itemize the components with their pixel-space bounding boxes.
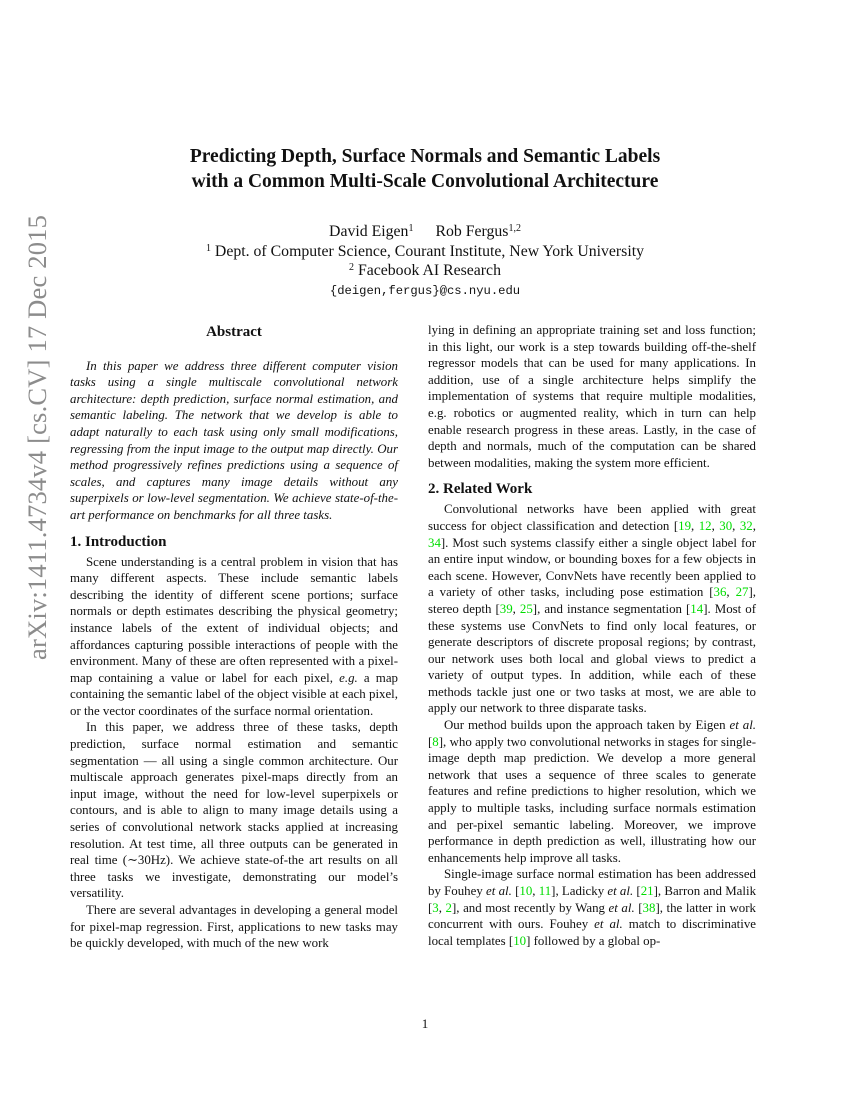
affiliation: $^2$ Facebook AI Research xyxy=(349,262,501,279)
citation-link[interactable]: 10 xyxy=(519,884,533,898)
citation-link[interactable]: 30 xyxy=(719,518,733,533)
left-column xyxy=(70,322,398,952)
related-paragraph: Our method builds upon the approach taken by Eigen et al. [8], who apply two convolutional networks in stages for single-image depth map prediction. We develop a more general network that uses a sequence of three scales to generate features and refine predictions to higher resolution, which we apply to multiple tasks, including surface normals estimation and per-pixel semantic labeling. Moreover, we improve performance in depth prediction as well, illustrating how our enhancements help improve all tasks. xyxy=(428,718,756,865)
author-affil-mark: 1 xyxy=(408,223,414,234)
intro-paragraph-continued: lying in defining an appropriate training set and loss function; in this light, our work is a step towards building off-the-shelf regressor models that can be used for many applications. In addition, use of a single architecture helps simplify the implementation of systems that require multiple modalities, e.g. robotics or augmented reality, which in turn can help enable research progress in these areas. Lastly, in the case of depth and normals, much of the computation can be shared between modalities, making the system more efficient. xyxy=(428,323,756,470)
citation-link[interactable]: 32 xyxy=(739,518,753,533)
citation-link[interactable]: 39 xyxy=(499,601,513,616)
citation-link[interactable]: 38 xyxy=(642,900,656,915)
affiliation: $^1$ Dept. of Computer Science, Courant Institute, New York University xyxy=(205,242,645,260)
citation-link[interactable]: 36 xyxy=(713,585,727,600)
intro-paragraph: In this paper, we address three of these tasks, depth prediction, surface normal estimation and semantic segmentation — all using a single common architecture. Our multiscale approach generates pixel-maps directly from an input image, without the need for low-level superpixels or contours, and is able to align to many image details using a series of convolutional network stacks applied at increasing resolution. At test time, all three outputs can be generated in real time (∼30Hz). We achieve state-of-the art results on all three tasks we investigate, demonstrating our model’s versatility. xyxy=(70,720,398,901)
author-email[interactable]: {deigen,fergus}@cs.nyu.edu xyxy=(329,283,521,298)
title-line-2: with a Common Multi-Scale Convolutional Architecture xyxy=(191,171,659,192)
arxiv-stamp: arXiv:1411.4734v4 [cs.CV] 17 Dec 2015 xyxy=(22,214,52,660)
citation-link[interactable]: 27 xyxy=(735,585,749,600)
citation-link[interactable]: 14 xyxy=(690,601,704,616)
citation-link[interactable]: 3 xyxy=(432,900,439,915)
abstract-text: In this paper we address three different computer vision tasks using a single multiscale convolutional network architecture: depth prediction, surface normal estimation, and semantic labeling. The network that we develop is able to adapt naturally to each task using only small modifications, regressing from the input image to the output map directly. Our method progressively refines predictions using a sequence of scales, and captures many image details without any superpixels or low-level segmentation. We achieve state-of-the-art performance on benchmarks for all three tasks. xyxy=(70,358,398,522)
citation-link[interactable]: 25 xyxy=(519,601,533,616)
section-heading-introduction: 1. Introduction xyxy=(70,533,167,550)
author-names xyxy=(100,222,750,242)
citation-link[interactable]: 19 xyxy=(678,518,692,533)
citation-link[interactable]: 11 xyxy=(538,884,552,898)
citation-link[interactable]: 12 xyxy=(698,518,712,533)
paper-title xyxy=(100,144,750,194)
intro-paragraph: There are several advantages in developing a general model for pixel-map regression. First, applications to new tasks may be quickly developed, with much of the new work xyxy=(70,903,398,951)
citation-link[interactable]: 8 xyxy=(432,734,439,749)
related-paragraph: Single-image surface normal estimation has been addressed by Fouhey et al. [10, 11], Ladicky et al. [21], Barron and Malik [3, 2], and most recently by Wang et al. [38], the latter in work concurrent with ours. Fouhey et al. match to discriminative local templates [10] followed by a global op- xyxy=(428,867,757,948)
citation-link[interactable]: 10 xyxy=(513,933,527,948)
author-affil-mark: 1,2 xyxy=(508,223,521,234)
related-paragraph: Convolutional networks have been applied with great success for object classification and detection [19, 12, 30, 32, 34]. Most such systems classify either a single object label for an entire input window, or bounding boxes for a few objects in each scene. However, ConvNets have recently been applied to a variety of other tasks, including pose estimation [36, 27], stereo depth [39, 25], and instance segmentation [14]. Most of these systems use ConvNets to find only local features, or generate descriptors of discrete proposal regions; by contrast, our network uses both local and global views to predict a variety of output types. In addition, while each of these methods tackle just one or two tasks at most, we are able to apply our network to three disparate tasks. xyxy=(428,502,756,716)
title-line-1: Predicting Depth, Surface Normals and Semantic Labels xyxy=(189,146,661,167)
author-name: Rob Fergus xyxy=(435,223,509,240)
author-block xyxy=(100,222,750,301)
citation-link[interactable]: 34 xyxy=(428,535,441,550)
abstract-heading: Abstract xyxy=(206,324,262,340)
right-column xyxy=(428,322,756,949)
section-heading-related-work: 2. Related Work xyxy=(428,481,533,498)
citation-link[interactable]: 21 xyxy=(640,884,654,898)
intro-paragraph: Scene understanding is a central problem in vision that has many different aspects. These include semantic labels describing the identity of different scene portions; surface normals or depth estimates describing the physical geometry; instance labels of the extent of individual objects; and affordances capturing possible interactions of people with the environment. Many of these are often represented with a pixel-map containing a value or label for each pixel, e.g. a map containing the semantic label of the object visible at each pixel, or the vector coordinates of the surface normal orientation. xyxy=(70,554,398,718)
page-number: 1 xyxy=(421,1016,429,1031)
citation-link[interactable]: 2 xyxy=(445,900,452,915)
author-name: David Eigen xyxy=(329,223,409,240)
